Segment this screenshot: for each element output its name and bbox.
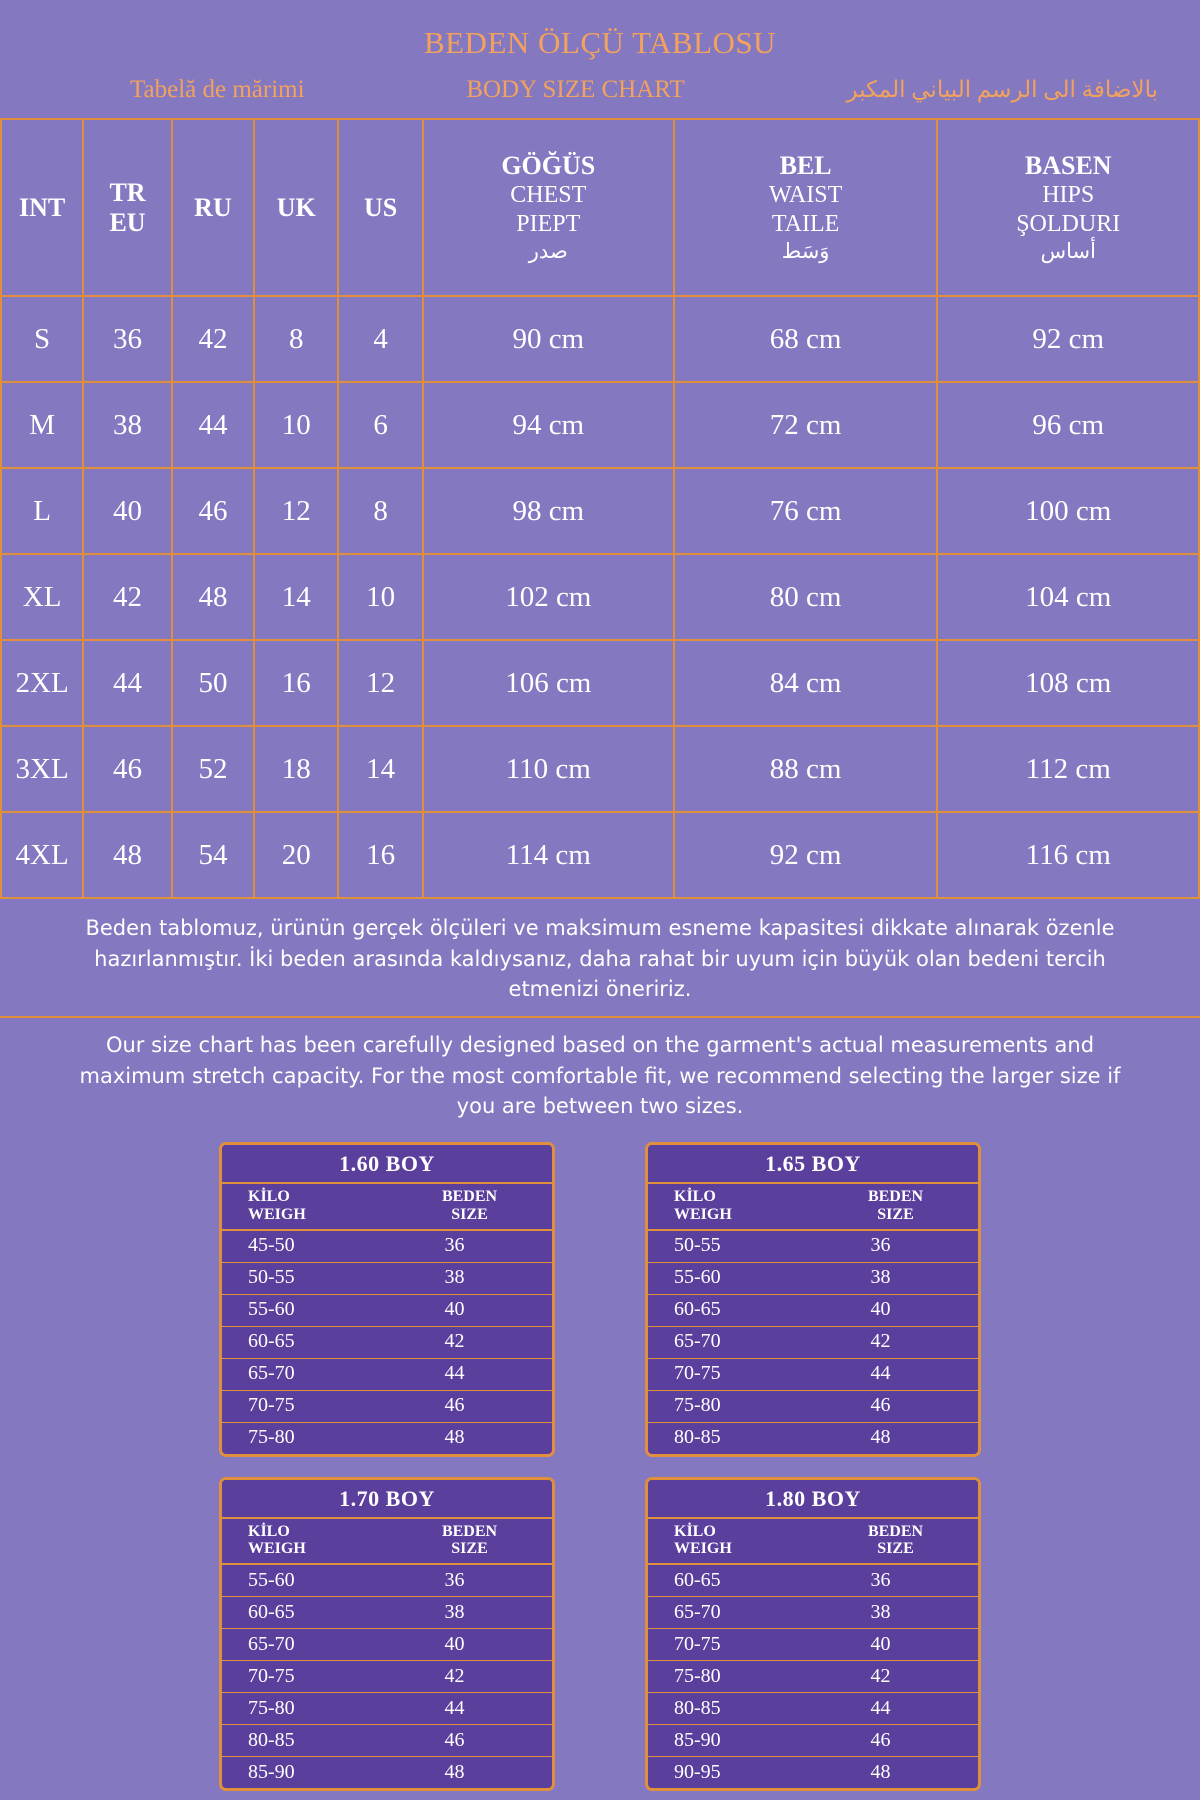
cell-size: 44 bbox=[813, 1358, 978, 1390]
table-row bbox=[222, 1597, 552, 1629]
mini-header-weight bbox=[648, 1519, 813, 1565]
cell-waist: 80 cm bbox=[674, 554, 938, 640]
height-table-title: 1.80 BOY bbox=[648, 1480, 978, 1519]
cell-chest: 110 cm bbox=[423, 726, 674, 812]
table-row bbox=[648, 1422, 978, 1454]
cell-weight: 55-60 bbox=[222, 1564, 387, 1597]
cell-chest: 102 cm bbox=[423, 554, 674, 640]
cell-int: M bbox=[1, 382, 83, 468]
cell-tr-eu: 44 bbox=[83, 640, 172, 726]
cell-size: 40 bbox=[387, 1294, 552, 1326]
subtitle-english: BODY SIZE CHART bbox=[466, 76, 685, 104]
cell-ru: 50 bbox=[172, 640, 254, 726]
cell-ru: 54 bbox=[172, 812, 254, 898]
table-row bbox=[1, 296, 1199, 382]
table-row bbox=[1, 640, 1199, 726]
header-eu-label: EU bbox=[109, 207, 146, 237]
header-waist-tr: BEL bbox=[779, 151, 832, 181]
table-row bbox=[648, 1725, 978, 1757]
table-header-row bbox=[1, 119, 1199, 296]
mini-header-weight-en: WEIGH bbox=[674, 1205, 732, 1223]
weight-size-table bbox=[222, 1184, 552, 1454]
cell-tr-eu: 36 bbox=[83, 296, 172, 382]
cell-hips: 104 cm bbox=[937, 554, 1199, 640]
cell-weight: 70-75 bbox=[222, 1390, 387, 1422]
cell-size: 46 bbox=[813, 1390, 978, 1422]
header-tr-eu bbox=[83, 119, 172, 296]
table-row bbox=[1, 812, 1199, 898]
cell-weight: 75-80 bbox=[248, 1426, 295, 1449]
header-waist bbox=[674, 119, 938, 296]
cell-chest: 94 cm bbox=[423, 382, 674, 468]
cell-size: 48 bbox=[444, 1426, 465, 1449]
header-hips-ar: أساس bbox=[1040, 238, 1096, 263]
cell-size: 40 bbox=[813, 1294, 978, 1326]
cell-weight: 60-65 bbox=[222, 1597, 387, 1629]
cell-weight: 85-90 bbox=[648, 1725, 813, 1757]
table-row bbox=[222, 1326, 552, 1358]
cell-size: 46 bbox=[387, 1725, 552, 1757]
table-row bbox=[222, 1564, 552, 1597]
cell-weight: 65-70 bbox=[648, 1597, 813, 1629]
cell-size: 42 bbox=[387, 1326, 552, 1358]
cell-weight: 70-75 bbox=[648, 1629, 813, 1661]
mini-header-weight bbox=[222, 1519, 387, 1565]
header-ru-label: RU bbox=[194, 193, 232, 223]
mini-header-weight-en: WEIGH bbox=[248, 1540, 306, 1558]
table-row bbox=[222, 1629, 552, 1661]
header-chest-ar: صدر bbox=[528, 238, 568, 263]
cell-size: 48 bbox=[870, 1760, 891, 1783]
cell-us: 14 bbox=[338, 726, 422, 812]
mini-header-size-en: SIZE bbox=[451, 1205, 488, 1223]
cell-chest: 106 cm bbox=[423, 640, 674, 726]
header-ru bbox=[172, 119, 254, 296]
cell-ru: 42 bbox=[172, 296, 254, 382]
cell-size: 44 bbox=[813, 1693, 978, 1725]
height-table-title: 1.60 BOY bbox=[222, 1145, 552, 1184]
table-row bbox=[222, 1422, 552, 1454]
header-waist-ar: وَسَط bbox=[781, 238, 830, 263]
height-table-170 bbox=[219, 1477, 555, 1792]
cell-size: 44 bbox=[387, 1693, 552, 1725]
mini-header-size bbox=[387, 1519, 552, 1565]
mini-header-size bbox=[387, 1184, 552, 1230]
cell-waist: 76 cm bbox=[674, 468, 938, 554]
mini-header-size-tr: BEDEN bbox=[441, 1522, 498, 1540]
table-row bbox=[222, 1725, 552, 1757]
header-hips-ro: ŞOLDURI bbox=[1016, 210, 1121, 237]
cell-hips: 112 cm bbox=[937, 726, 1199, 812]
cell-us: 6 bbox=[338, 382, 422, 468]
header-uk-label: UK bbox=[276, 193, 316, 223]
cell-tr-eu: 38 bbox=[83, 382, 172, 468]
cell-ru: 52 bbox=[172, 726, 254, 812]
header-waist-ro: TAILE bbox=[771, 210, 840, 237]
table-row bbox=[648, 1629, 978, 1661]
cell-hips: 100 cm bbox=[937, 468, 1199, 554]
cell-uk: 12 bbox=[254, 468, 338, 554]
weight-size-table bbox=[648, 1184, 978, 1454]
cell-weight: 80-85 bbox=[648, 1693, 813, 1725]
notes-block bbox=[0, 899, 1200, 1134]
cell-weight: 50-55 bbox=[648, 1230, 813, 1263]
cell-size: 36 bbox=[387, 1230, 552, 1263]
cell-waist: 84 cm bbox=[674, 640, 938, 726]
table-row bbox=[648, 1564, 978, 1597]
header-chest-tr: GÖĞÜS bbox=[501, 151, 596, 181]
title-block bbox=[0, 0, 1200, 104]
table-row bbox=[1, 382, 1199, 468]
cell-size: 46 bbox=[813, 1725, 978, 1757]
mini-header-size-en: SIZE bbox=[451, 1540, 488, 1558]
cell-size: 36 bbox=[813, 1564, 978, 1597]
cell-weight: 80-85 bbox=[222, 1725, 387, 1757]
mini-header-size-tr: BEDEN bbox=[867, 1187, 924, 1205]
cell-size: 40 bbox=[813, 1629, 978, 1661]
cell-weight: 50-55 bbox=[222, 1262, 387, 1294]
table-row bbox=[648, 1390, 978, 1422]
cell-size: 46 bbox=[387, 1390, 552, 1422]
cell-weight: 70-75 bbox=[648, 1358, 813, 1390]
mini-header-weight-tr: KİLO bbox=[248, 1522, 290, 1540]
cell-ru: 48 bbox=[172, 554, 254, 640]
cell-weight: 85-90 bbox=[248, 1760, 295, 1783]
header-chest-ro: PIEPT bbox=[516, 210, 581, 237]
cell-hips: 96 cm bbox=[937, 382, 1199, 468]
cell-size: 48 bbox=[870, 1426, 891, 1449]
cell-weight: 45-50 bbox=[222, 1230, 387, 1263]
cell-size: 42 bbox=[387, 1661, 552, 1693]
cell-ru: 44 bbox=[172, 382, 254, 468]
header-us bbox=[338, 119, 422, 296]
header-tr-label: TR bbox=[109, 178, 146, 208]
cell-us: 12 bbox=[338, 640, 422, 726]
header-hips-tr: BASEN bbox=[1024, 151, 1112, 181]
cell-uk: 20 bbox=[254, 812, 338, 898]
header-int bbox=[1, 119, 83, 296]
cell-waist: 88 cm bbox=[674, 726, 938, 812]
cell-size: 36 bbox=[813, 1230, 978, 1263]
cell-weight: 80-85 bbox=[674, 1426, 721, 1449]
header-uk bbox=[254, 119, 338, 296]
cell-waist: 68 cm bbox=[674, 296, 938, 382]
cell-size: 42 bbox=[813, 1661, 978, 1693]
cell-weight: 90-95 bbox=[674, 1760, 721, 1783]
cell-hips: 108 cm bbox=[937, 640, 1199, 726]
mini-header-weight bbox=[222, 1184, 387, 1230]
cell-tr-eu: 40 bbox=[83, 468, 172, 554]
cell-size: 40 bbox=[387, 1629, 552, 1661]
cell-weight: 60-65 bbox=[222, 1326, 387, 1358]
cell-uk: 18 bbox=[254, 726, 338, 812]
cell-int: 2XL bbox=[1, 640, 83, 726]
table-row bbox=[648, 1661, 978, 1693]
cell-chest: 98 cm bbox=[423, 468, 674, 554]
table-row bbox=[222, 1230, 552, 1263]
table-row bbox=[648, 1326, 978, 1358]
cell-weight: 65-70 bbox=[648, 1326, 813, 1358]
cell-weight: 60-65 bbox=[648, 1564, 813, 1597]
table-row bbox=[648, 1262, 978, 1294]
cell-int: S bbox=[1, 296, 83, 382]
height-table-160 bbox=[219, 1142, 555, 1457]
cell-int: XL bbox=[1, 554, 83, 640]
cell-int: 4XL bbox=[1, 812, 83, 898]
cell-uk: 10 bbox=[254, 382, 338, 468]
table-row bbox=[648, 1597, 978, 1629]
header-int-label: INT bbox=[19, 193, 66, 223]
mini-header-weight-tr: KİLO bbox=[674, 1522, 716, 1540]
table-row bbox=[222, 1390, 552, 1422]
page-title: BEDEN ÖLÇÜ TABLOSU bbox=[423, 25, 777, 60]
cell-weight: 75-80 bbox=[222, 1693, 387, 1725]
table-row bbox=[222, 1294, 552, 1326]
cell-us: 16 bbox=[338, 812, 422, 898]
cell-int: 3XL bbox=[1, 726, 83, 812]
cell-us: 10 bbox=[338, 554, 422, 640]
subtitle-arabic: بالاضافة الى الرسم البياني المكبر bbox=[846, 77, 1158, 103]
mini-header-size-en: SIZE bbox=[877, 1540, 914, 1558]
table-row bbox=[1, 726, 1199, 812]
subtitle-row bbox=[0, 76, 1200, 104]
cell-size: 38 bbox=[387, 1262, 552, 1294]
mini-header-size-en: SIZE bbox=[877, 1205, 914, 1223]
height-table-title: 1.65 BOY bbox=[648, 1145, 978, 1184]
table-row bbox=[648, 1358, 978, 1390]
note-english: Our size chart has been carefully designed based on the garment's actual measurements and maximum stretch capacity. For the most comfortable fit, we recommend selecting the larger size if you are between two sizes. bbox=[79, 1033, 1121, 1119]
mini-header-size-tr: BEDEN bbox=[867, 1522, 924, 1540]
height-table-165 bbox=[645, 1142, 981, 1457]
cell-tr-eu: 42 bbox=[83, 554, 172, 640]
cell-chest: 90 cm bbox=[423, 296, 674, 382]
table-row bbox=[648, 1693, 978, 1725]
cell-weight: 55-60 bbox=[222, 1294, 387, 1326]
cell-uk: 14 bbox=[254, 554, 338, 640]
cell-size: 44 bbox=[387, 1358, 552, 1390]
mini-header-row bbox=[222, 1184, 552, 1230]
mini-header-weight-tr: KİLO bbox=[248, 1187, 290, 1205]
cell-weight: 65-70 bbox=[222, 1629, 387, 1661]
mini-header-row bbox=[648, 1184, 978, 1230]
table-row bbox=[1, 468, 1199, 554]
table-row bbox=[1, 554, 1199, 640]
cell-ru: 46 bbox=[172, 468, 254, 554]
mini-header-weight-en: WEIGH bbox=[674, 1540, 732, 1558]
height-table-180 bbox=[645, 1477, 981, 1792]
cell-size: 36 bbox=[387, 1564, 552, 1597]
cell-uk: 16 bbox=[254, 640, 338, 726]
table-row bbox=[648, 1757, 978, 1789]
cell-waist: 72 cm bbox=[674, 382, 938, 468]
cell-int: L bbox=[1, 468, 83, 554]
mini-header-weight-tr: KİLO bbox=[674, 1187, 716, 1205]
cell-size: 38 bbox=[813, 1262, 978, 1294]
cell-us: 8 bbox=[338, 468, 422, 554]
table-row bbox=[222, 1757, 552, 1789]
cell-chest: 114 cm bbox=[423, 812, 674, 898]
height-tables-grid bbox=[0, 1142, 1200, 1792]
subtitle-romanian: Tabelă de mărimi bbox=[130, 76, 305, 104]
height-table-title: 1.70 BOY bbox=[222, 1480, 552, 1519]
table-row bbox=[222, 1262, 552, 1294]
table-row bbox=[648, 1230, 978, 1263]
cell-hips: 116 cm bbox=[937, 812, 1199, 898]
cell-waist: 92 cm bbox=[674, 812, 938, 898]
cell-size: 42 bbox=[813, 1326, 978, 1358]
mini-header-size bbox=[813, 1519, 978, 1565]
header-chest-en: CHEST bbox=[510, 182, 587, 209]
cell-weight: 70-75 bbox=[222, 1661, 387, 1693]
header-waist-en: WAIST bbox=[768, 182, 843, 209]
cell-tr-eu: 46 bbox=[83, 726, 172, 812]
weight-size-table bbox=[648, 1519, 978, 1789]
cell-tr-eu: 48 bbox=[83, 812, 172, 898]
table-row bbox=[222, 1693, 552, 1725]
cell-size: 38 bbox=[387, 1597, 552, 1629]
weight-size-table bbox=[222, 1519, 552, 1789]
cell-size: 48 bbox=[444, 1760, 465, 1783]
mini-header-size bbox=[813, 1184, 978, 1230]
cell-weight: 75-80 bbox=[648, 1390, 813, 1422]
table-row bbox=[222, 1661, 552, 1693]
cell-weight: 55-60 bbox=[648, 1262, 813, 1294]
cell-size: 38 bbox=[813, 1597, 978, 1629]
mini-header-size-tr: BEDEN bbox=[441, 1187, 498, 1205]
header-chest bbox=[423, 119, 674, 296]
body-size-table bbox=[0, 118, 1200, 899]
note-turkish: Beden tablomuz, ürünün gerçek ölçüleri ve maksimum esneme kapasitesi dikkate alınarak özenle hazırlanmıştır. İki beden arasında kaldıysanız, daha rahat bir uyum için büyük olan bedeni tercih etmenizi öneririz. bbox=[0, 899, 1200, 1018]
cell-hips: 92 cm bbox=[937, 296, 1199, 382]
cell-uk: 8 bbox=[254, 296, 338, 382]
header-hips-en: HIPS bbox=[1042, 182, 1095, 209]
mini-header-row bbox=[222, 1519, 552, 1565]
mini-header-row bbox=[648, 1519, 978, 1565]
cell-us: 4 bbox=[338, 296, 422, 382]
table-row bbox=[222, 1358, 552, 1390]
mini-header-weight-en: WEIGH bbox=[248, 1205, 306, 1223]
cell-weight: 65-70 bbox=[222, 1358, 387, 1390]
header-us-label: US bbox=[363, 193, 398, 223]
table-row bbox=[648, 1294, 978, 1326]
cell-weight: 75-80 bbox=[648, 1661, 813, 1693]
header-hips bbox=[937, 119, 1199, 296]
cell-weight: 60-65 bbox=[648, 1294, 813, 1326]
mini-header-weight bbox=[648, 1184, 813, 1230]
